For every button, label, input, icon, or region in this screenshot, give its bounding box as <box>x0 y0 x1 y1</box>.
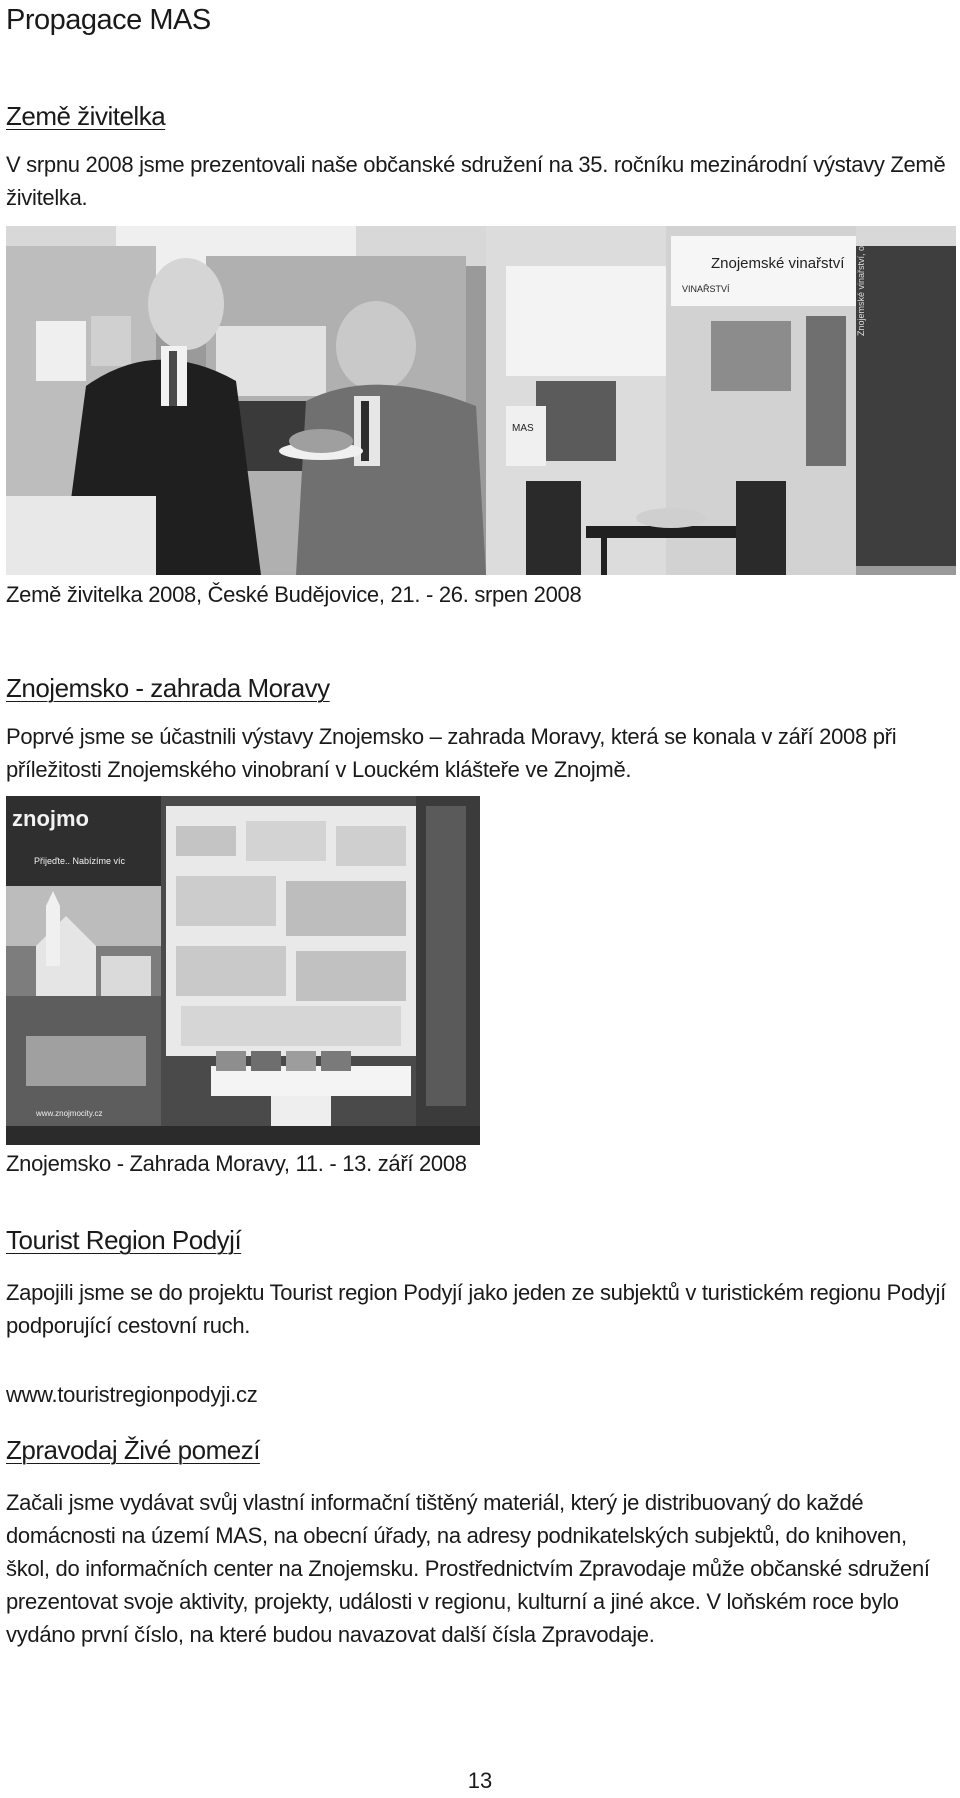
photo-znojemsko-image <box>6 796 480 1145</box>
photo-banner-text: Znojemské vinařství <box>711 255 845 272</box>
photo-web-text: www.znojmocity.cz <box>36 1109 103 1118</box>
tourist-region-link[interactable]: www.touristregionpodyji.cz <box>6 1382 258 1407</box>
photo-zeme-zivitelka-image <box>6 226 956 575</box>
section-body-zeme: V srpnu 2008 jsme prezentovali naše občanské sdružení na 35. ročníku mezinárodní výstavy Země živitelka. <box>6 152 946 210</box>
page-number: 13 <box>467 1768 493 1793</box>
photo-znojemsko <box>6 796 480 1145</box>
section-heading-znojemsko: Znojemsko - zahrada Moravy <box>6 673 330 703</box>
section-body-znojemsko: Poprvé jsme se účastnili výstavy Znojemsko – zahrada Moravy, která se konala v září 2008 při příležitosti Znojemského vinobraní v Louckém klášteře ve Znojmě. <box>6 724 897 782</box>
photo-zeme-zivitelka <box>6 226 956 575</box>
photo-tagline-text: Přijeďte.. Nabízíme víc <box>34 856 126 866</box>
section-heading-tourist: Tourist Region Podyjí <box>6 1225 242 1255</box>
page-title: Propagace MAS <box>6 4 211 36</box>
section-heading-zpravodaj: Zpravodaj Živé pomezí <box>6 1435 260 1465</box>
photo-banner-sub: VINAŘSTVÍ <box>682 284 730 294</box>
photo-caption-znojemsko: Znojemsko - Zahrada Moravy, 11. - 13. září 2008 <box>6 1151 467 1176</box>
section-body-tourist: Zapojili jsme se do projektu Tourist region Podyjí jako jeden ze subjektů v turistickém regionu Podyjí podporující cestovní ruch. <box>6 1280 946 1338</box>
photo-poster-text: Znojemské vinařství, o.s. <box>856 236 866 336</box>
section-heading-zeme: Země živitelka <box>6 101 166 131</box>
photo-logo-text: znojmo <box>12 806 89 831</box>
photo-caption-zeme: Země živitelka 2008, České Budějovice, 21. - 26. srpen 2008 <box>6 582 582 607</box>
section-body-zpravodaj: Začali jsme vydávat svůj vlastní informační tištěný materiál, který je distribuovaný do každé domácnosti na území MAS, na obecní úřady, na adresy podnikatelských subjektů, do knihoven, škol, do informačních center na Znojemsku. Prostřednictvím Zpravodaje může občanské sdružení prezentovat svoje aktivity, projekty, události v regionu, kulturní a jiné akce. V loňském roce bylo vydáno první číslo, na které budou navazovat další čísla Zpravodaje. <box>6 1490 930 1647</box>
photo-poster-mas: MAS <box>512 423 534 434</box>
